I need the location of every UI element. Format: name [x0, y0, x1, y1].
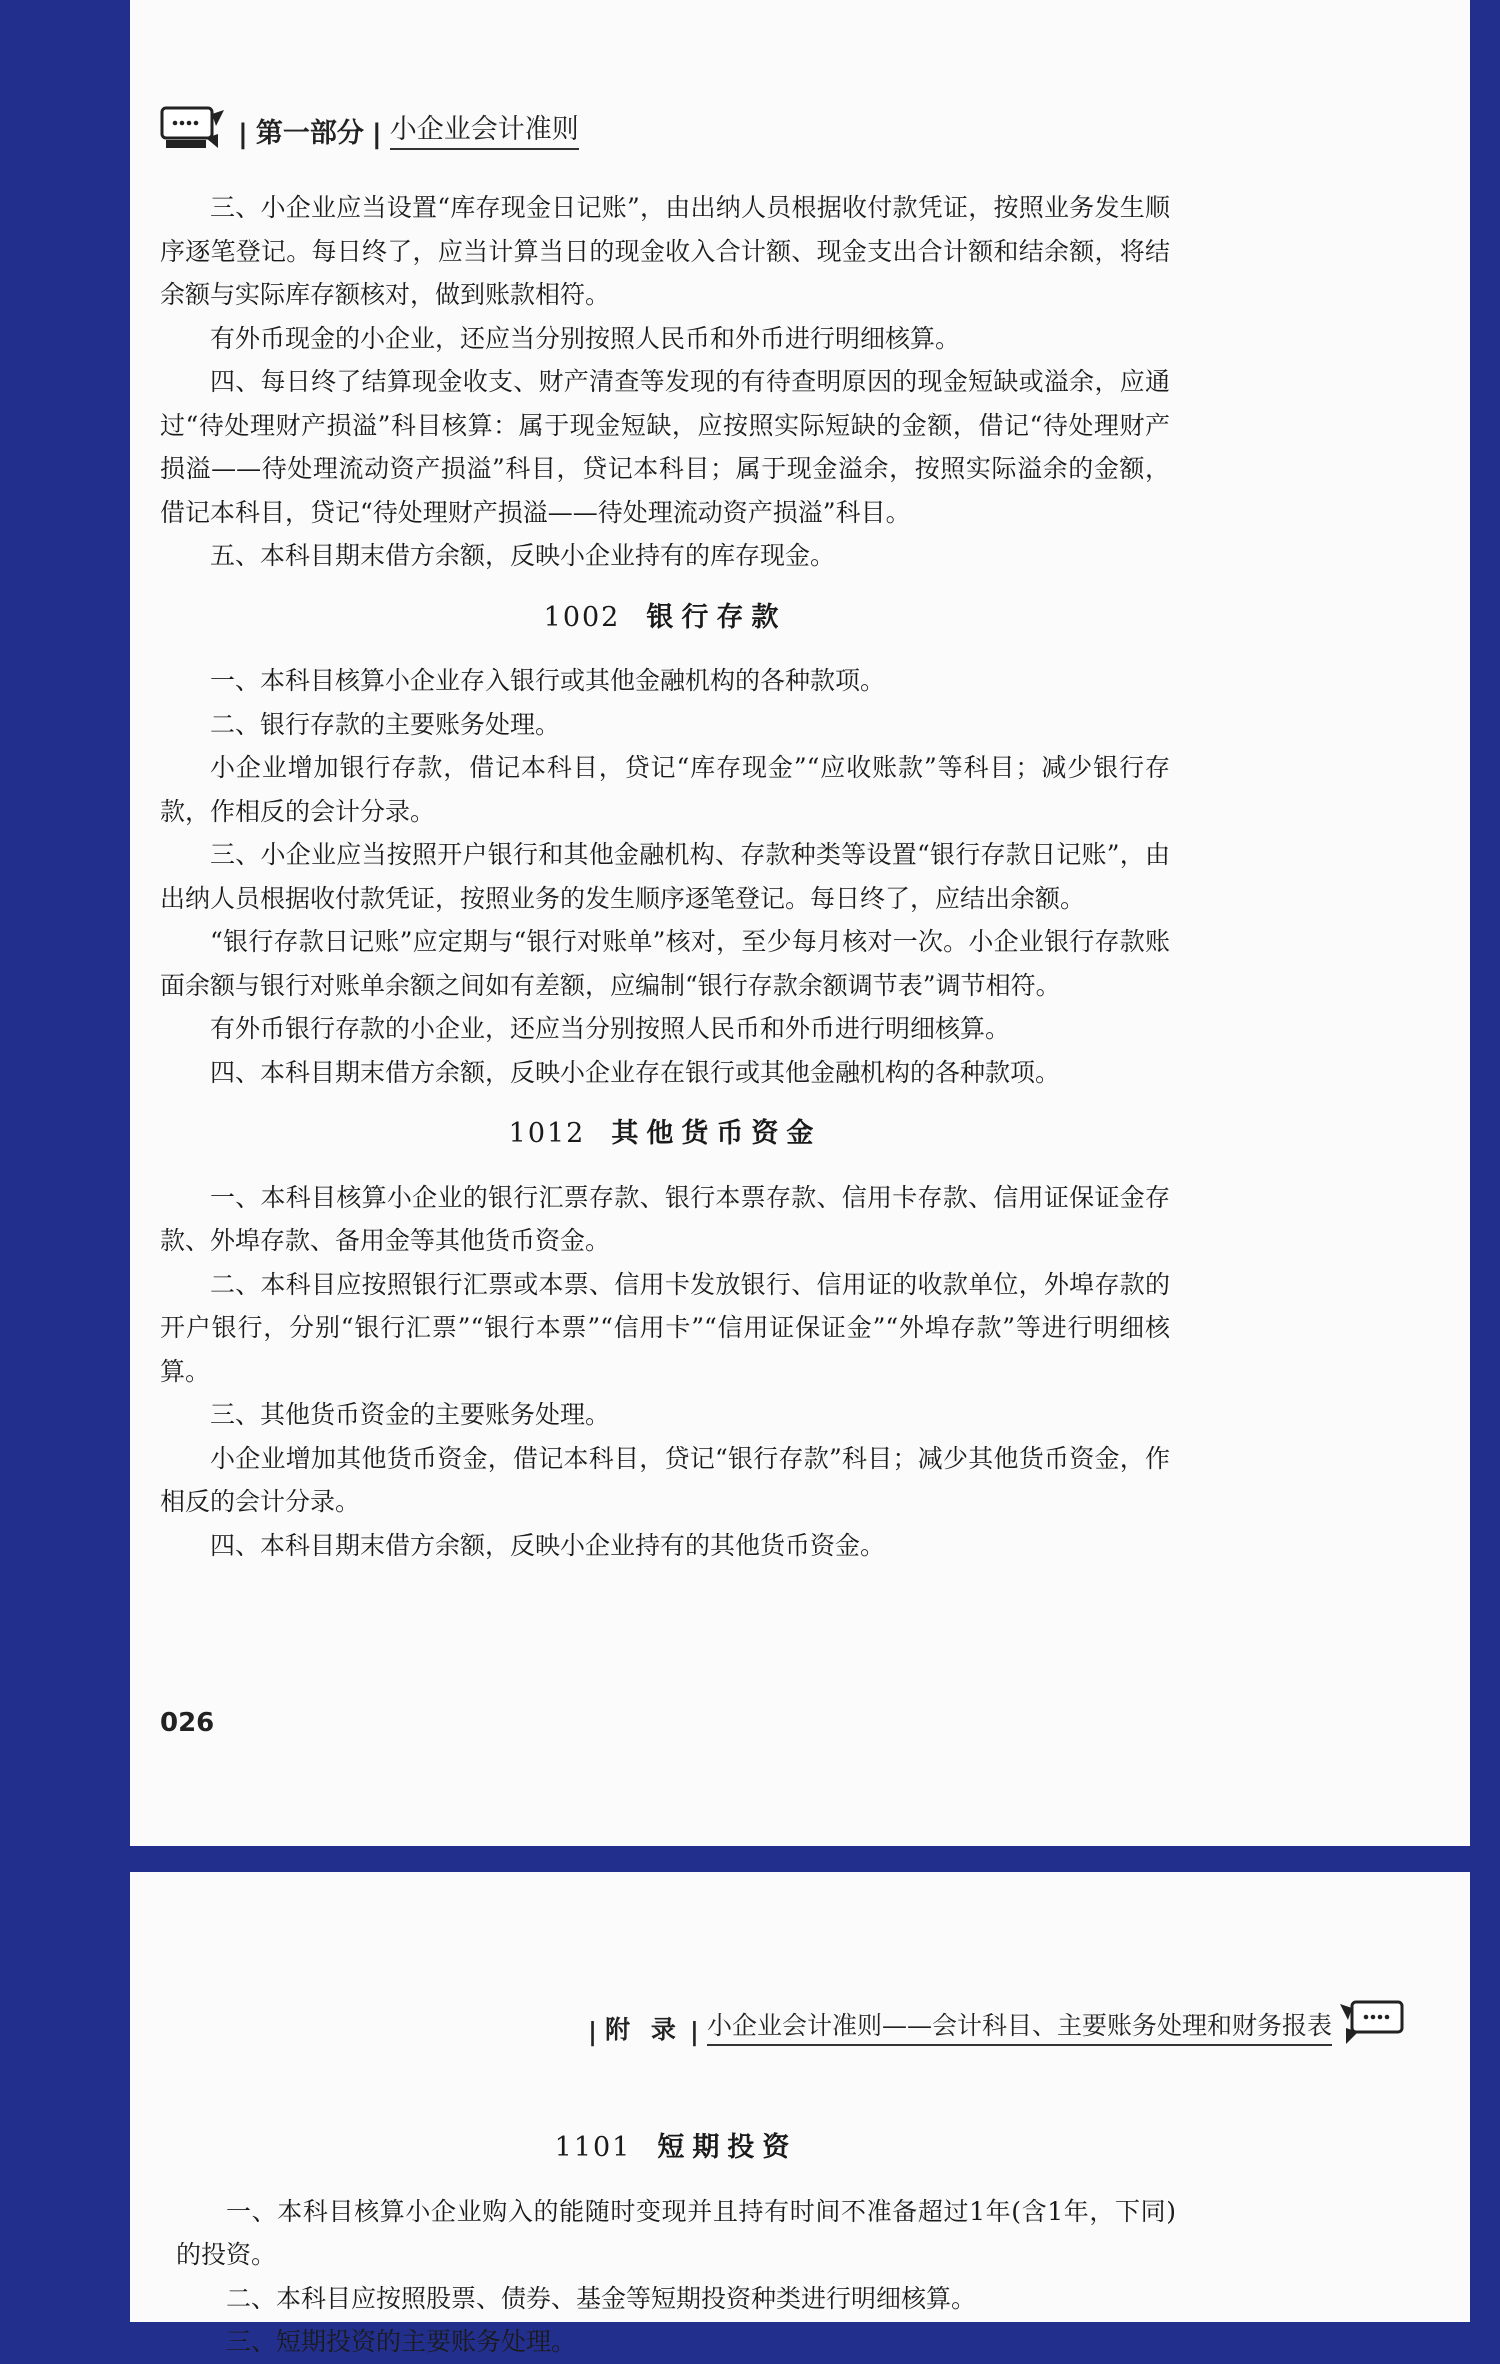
paragraph: 一、本科目核算小企业的银行汇票存款、银行本票存款、信用卡存款、信用证保证金存款、外埠存款、备用金等其他货币资金。 [160, 1182, 1170, 1255]
section-code: 1101 [554, 2132, 632, 2163]
paragraph: 二、本科目应按照股票、债券、基金等短期投资种类进行明细核算。 [226, 2283, 977, 2313]
section-code: 1002 [543, 601, 621, 633]
paragraph: 二、本科目应按照银行汇票或本票、信用卡发放银行、信用证的收款单位，外埠存款的开户银行，分别“银行汇票”“银行本票”“信用卡”“信用证保证金”“外埠存款”等进行明细核算。 [160, 1269, 1170, 1386]
paragraph: 小企业增加银行存款，借记本科目，贷记“库存现金”“应收账款”等科目；减少银行存款，作相反的会计分录。 [160, 753, 1170, 826]
page-number: 026 [160, 1708, 215, 1738]
paragraph: 二、银行存款的主要账务处理。 [210, 709, 561, 739]
paragraph: 小企业增加其他货币资金，借记本科目，贷记“银行存款”科目；减少其他货币资金，作相反的会计分录。 [160, 1443, 1170, 1516]
speech-bubble-icon [1338, 1996, 1404, 2046]
paragraph: 三、短期投资的主要账务处理。 [226, 2327, 577, 2356]
paragraph: 四、每日终了结算现金收支、财产清查等发现的有待查明原因的现金短缺或溢余，应通过“待处理财产损溢”科目核算：属于现金短缺，应按照实际短缺的金额，借记“待处理财产损溢——待处理流动资产损溢”科目，贷记本科目；属于现金溢余，按照实际溢余的金额，借记本科目，贷记“待处理财产损溢——待处理流动资产损溢”科目。 [160, 367, 1170, 527]
speech-bubble-icon [160, 104, 226, 150]
section-heading-1002 [160, 596, 1170, 640]
page2-body [176, 2108, 1176, 2364]
running-header-right: | 附 录 | 小企业会计准则——会计科目、主要账务处理和财务报表 [580, 1996, 1404, 2046]
header-title: 小企业会计准则——会计科目、主要账务处理和财务报表 [707, 2006, 1332, 2046]
paragraph: 三、小企业应当按照开户银行和其他金融机构、存款种类等设置“银行存款日记账”，由出纳人员根据收付款凭证，按照业务的发生顺序逐笔登记。每日终了，应结出余额。 [160, 840, 1170, 913]
section-name: 其他货币资金 [611, 1118, 822, 1149]
header-part: 第一部分 [255, 118, 364, 149]
paragraph: 有外币银行存款的小企业，还应当分别按照人民币和外币进行明细核算。 [210, 1014, 1011, 1043]
paragraph: 一、本科目核算小企业存入银行或其他金融机构的各种款项。 [210, 666, 886, 695]
paragraph: 四、本科目期末借方余额，反映小企业持有的其他货币资金。 [210, 1530, 886, 1560]
section-heading-1101 [176, 2126, 1176, 2170]
running-header-left: | 第一部分 | 小企业会计准则 [160, 104, 579, 150]
section-code: 1012 [508, 1118, 586, 1149]
paragraph: 一、本科目核算小企业购入的能随时变现并且持有时间不准备超过1年(含1年，下同)的投资。 [176, 2196, 1176, 2269]
section-name: 短期投资 [657, 2132, 798, 2163]
paragraph: 五、本科目期末借方余额，反映小企业持有的库存现金。 [210, 541, 836, 570]
section-heading-1012 [160, 1112, 1170, 1156]
header-title: 小企业会计准则 [390, 107, 579, 150]
page1-body [160, 186, 1170, 1567]
paragraph: 四、本科目期末借方余额，反映小企业存在银行或其他金融机构的各种款项。 [210, 1057, 1061, 1087]
header-part: 附 录 [605, 2015, 682, 2044]
paragraph: 三、其他货币资金的主要账务处理。 [210, 1400, 611, 1429]
paragraph: 三、小企业应当设置“库存现金日记账”，由出纳人员根据收付款凭证，按照业务发生顺序逐笔登记。每日终了，应当计算当日的现金收入合计额、现金支出合计额和结余额，将结余额与实际库存额核对，做到账款相符。 [160, 193, 1170, 309]
paragraph: “银行存款日记账”应定期与“银行对账单”核对，至少每月核对一次。小企业银行存款账面余额与银行对账单余额之间如有差额，应编制“银行存款余额调节表”调节相符。 [160, 927, 1170, 1000]
section-name: 银行存款 [646, 601, 787, 633]
paragraph: 有外币现金的小企业，还应当分别按照人民币和外币进行明细核算。 [210, 323, 961, 353]
